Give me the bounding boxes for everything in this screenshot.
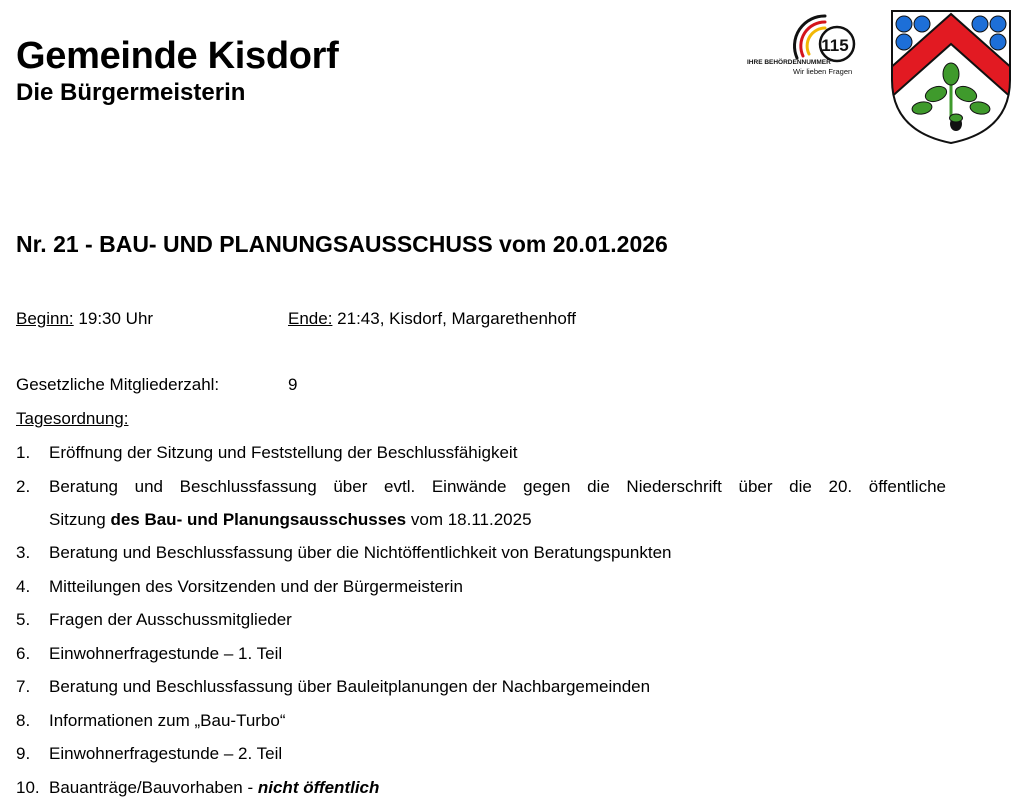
begin-value: 19:30 Uhr <box>78 309 154 328</box>
logo-115-line2: Wir lieben Fragen <box>793 67 853 76</box>
agenda-item <box>16 542 946 564</box>
agenda-item <box>16 676 946 698</box>
page-subtitle: Die Bürgermeisterin <box>16 79 246 106</box>
agenda-item-text <box>49 777 946 799</box>
agenda-item-continuation <box>49 509 946 531</box>
logo-115-number: 115 <box>821 36 849 55</box>
end-line <box>288 308 576 330</box>
members-value: 9 <box>288 375 298 394</box>
agenda-item <box>16 743 946 765</box>
agenda-item-number: 6. <box>16 643 31 663</box>
begin-label: Beginn: <box>16 309 74 328</box>
agenda-item-text: Informationen zum „Bau-Turbo“ <box>49 710 286 730</box>
agenda-item <box>16 442 946 464</box>
page-title: Gemeinde Kisdorf <box>16 35 339 77</box>
agenda-item-text: Einwohnerfragestunde – 2. Teil <box>49 744 283 763</box>
agenda-item-text: Mitteilungen des Vorsitzenden und der Bürgermeisterin <box>49 576 463 596</box>
agenda-item-number: 3. <box>16 543 31 562</box>
coat-of-arms-emblem <box>888 8 1014 146</box>
agenda-item-number: 7. <box>16 677 31 696</box>
meeting-heading: Nr. 21 - BAU- UND PLANUNGSAUSSCHUSS vom 20.01.2026 <box>16 231 668 257</box>
end-value: 21:43, Kisdorf, Margarethenhoff <box>337 309 576 328</box>
agenda-item-text-part: vom 18.11.2025 <box>406 509 532 529</box>
agenda-item-bold-text: des Bau- und Planungsausschusses <box>110 509 407 529</box>
behoerdennummer-115-logo <box>745 10 860 80</box>
agenda-item-number: 1. <box>16 443 31 462</box>
agenda-list <box>16 442 946 810</box>
begin-line <box>16 308 153 330</box>
agenda-item-number: 10. <box>16 777 40 797</box>
agenda-item <box>16 476 946 531</box>
agenda-item-number: 2. <box>16 476 31 496</box>
agenda-item-number: 5. <box>16 610 31 629</box>
agenda-item-text: Beratung und Beschlussfassung über die Nichtöffentlichkeit von Beratungspunkten <box>49 543 672 562</box>
agenda-item-number: 8. <box>16 710 31 730</box>
end-label: Ende: <box>288 309 333 328</box>
agenda-item <box>16 609 946 631</box>
agenda-item-emphasis: nicht öffentlich <box>257 777 380 797</box>
agenda-item-text-part: Bauanträge/Bauvorhaben - <box>49 777 258 797</box>
agenda-item <box>16 576 946 598</box>
agenda-label: Tagesordnung: <box>16 409 129 428</box>
agenda-item <box>16 710 946 732</box>
agenda-item-text: Einwohnerfragestunde – 1. Teil <box>49 643 283 663</box>
agenda-item-text: Beratung und Beschlussfassung über Bauleitplanungen der Nachbargemeinden <box>49 677 651 696</box>
logo-115-line1: IHRE BEHÖRDENNUMMER <box>747 59 831 66</box>
agenda-item-number: 9. <box>16 744 31 763</box>
agenda-item <box>16 643 946 665</box>
agenda-item-number: 4. <box>16 576 31 596</box>
agenda-item <box>16 777 946 799</box>
agenda-item-text: Beratung und Beschlussfassung über evtl. Einwände gegen die Niederschrift über die 20. öffentliche <box>49 476 946 496</box>
agenda-item-text: Eröffnung der Sitzung und Feststellung der Beschlussfähigkeit <box>49 443 518 462</box>
members-label: Gesetzliche Mitgliederzahl: <box>16 375 220 394</box>
agenda-item-text-part: Sitzung <box>49 509 111 529</box>
agenda-item-text: Fragen der Ausschussmitglieder <box>49 610 292 629</box>
